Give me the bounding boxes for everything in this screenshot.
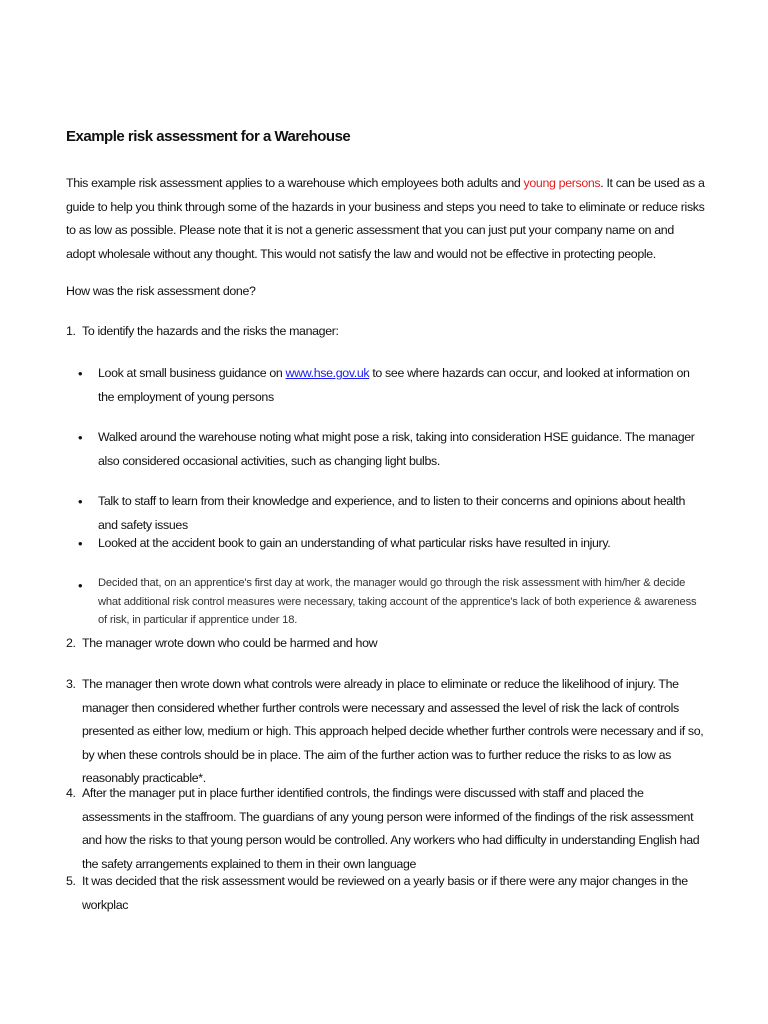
bullet-item-3 <box>78 490 698 537</box>
step-text: To identify the hazards and the risks the manager: <box>82 324 339 338</box>
step-number: 3. <box>66 677 76 691</box>
intro-text-2: . It can be used as a guide to help you think through some of the hazards in your business and steps you need to take to eliminate or reduce risks to as low as possible. Please note that it is not a generic assessment that you can just put your company name on and adopt wholesale without any thought. This would not satisfy the law and would not be effective in protecting people. <box>66 176 705 261</box>
intro-text-1: This example risk assessment applies to a warehouse which employees both adults and <box>66 176 524 190</box>
bullet-item-5 <box>78 574 698 630</box>
bullet-text-cont: to see where hazards can occur, and looked at information on the employment of young persons <box>98 366 690 404</box>
bullet-text: Look at small business guidance on <box>98 366 286 380</box>
bullet-text: Looked at the accident book to gain an understanding of what particular risks have resulted in injury. <box>98 536 611 550</box>
step-number: 2. <box>66 636 76 650</box>
bullet-text: Walked around the warehouse noting what might pose a risk, taking into consideration HSE guidance. The manager also considered occasional activities, such as changing light bulbs. <box>98 430 695 468</box>
step-text: It was decided that the risk assessment would be reviewed on a yearly basis or if there were any major changes in the workplac <box>82 874 688 912</box>
step-number: 5. <box>66 874 76 888</box>
step-2 <box>66 632 706 656</box>
step-text: The manager then wrote down what controls were already in place to eliminate or reduce the likelihood of injury. The manager then considered whether further controls were necessary and assessed the level of risk the lack of controls presented as either low, medium or high. This approach helped decide whether further controls were necessary and if so, by when these controls should be in place. The aim of the further action was to further reduce the risks to as low as reasonably practicable*. <box>82 677 704 785</box>
bullet-icon: • <box>78 366 83 381</box>
step-3 <box>66 673 706 791</box>
bullet-text: Decided that, on an apprentice's first day at work, the manager would go through the risk assessment with him/her & decide what additional risk control measures were necessary, taking account of the apprentice's lack of both experience & awareness of risk, in particular if apprentice under 18. <box>98 577 697 626</box>
bullet-item-2 <box>78 426 698 473</box>
bullet-item-1 <box>78 362 698 409</box>
hse-link[interactable]: www.hse.gov.uk <box>285 366 370 380</box>
bullet-icon: • <box>78 430 83 445</box>
young-persons-highlight: young persons <box>523 176 601 190</box>
bullet-icon: • <box>78 578 83 593</box>
step-4 <box>66 782 706 876</box>
step-5 <box>66 870 706 917</box>
bullet-text: Talk to staff to learn from their knowledge and experience, and to listen to their concerns and opinions about health and safety issues <box>98 494 686 532</box>
step-1 <box>66 320 706 344</box>
document-title: Example risk assessment for a Warehouse <box>66 128 351 145</box>
bullet-icon: • <box>78 494 83 509</box>
intro-paragraph <box>66 172 706 266</box>
step-number: 1. <box>66 324 76 338</box>
bullet-item-4 <box>78 532 698 556</box>
question-heading: How was the risk assessment done? <box>66 284 256 298</box>
step-text: After the manager put in place further identified controls, the findings were discussed with staff and placed the assessments in the staffroom. The guardians of any young person were informed of the findings of the risk assessment and how the risks to that young person would be controlled. Any workers who had difficulty in understanding English had the safety arrangements explained to them in their own language <box>82 786 700 871</box>
bullet-icon: • <box>78 536 83 551</box>
step-number: 4. <box>66 786 76 800</box>
step-text: The manager wrote down who could be harmed and how <box>82 636 378 650</box>
